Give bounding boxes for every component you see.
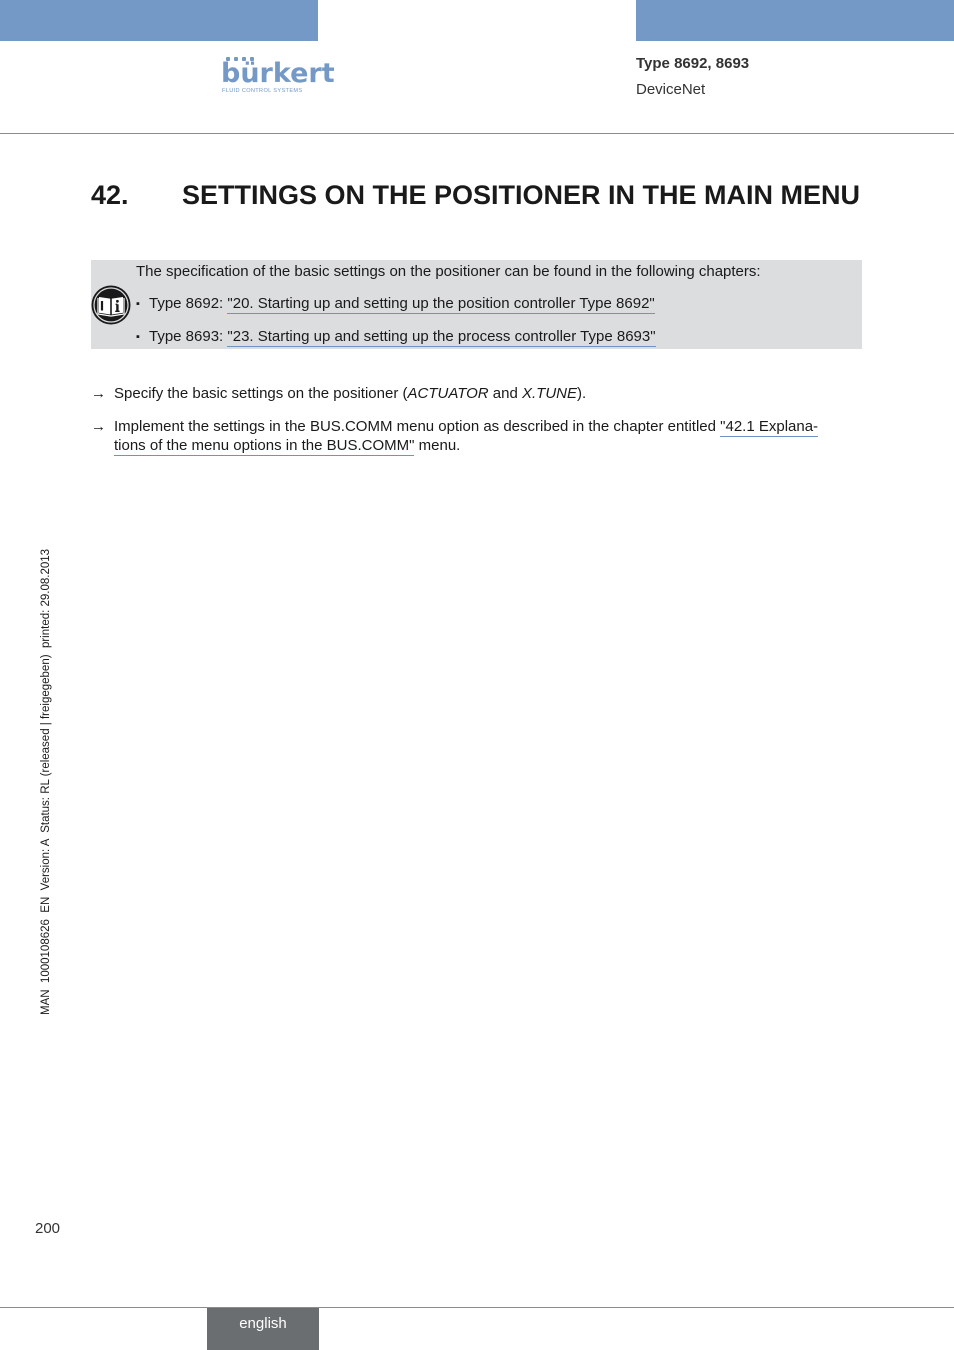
chapter-number: 42. <box>91 180 129 210</box>
header-band-left <box>0 0 318 41</box>
page-number: 200 <box>35 1220 61 1237</box>
step-text-part: ). <box>577 385 587 402</box>
header-type-label: Type 8692, 8693 <box>636 55 750 72</box>
menu-term-xtune: X.TUNE <box>522 385 578 402</box>
link-chapter-23[interactable]: "23. Starting up and setting up the process controller Type 8693" <box>227 328 656 345</box>
step-text-part: and <box>488 385 522 402</box>
bullet-marker: ▪ <box>136 331 140 343</box>
book-info-icon <box>91 285 131 325</box>
step-text-part: Implement the settings in the BUS.COMM menu option as described in the chapter entitled <box>114 418 721 435</box>
logo-wordmark: bürkert <box>221 58 335 89</box>
step-text <box>91 384 861 403</box>
arrow-icon: → <box>91 418 106 435</box>
note-item-prefix: Type 8693: <box>149 328 228 345</box>
link-chapter-42-1-cont[interactable]: tions of the menu options in the BUS.COMM" <box>114 437 415 454</box>
instruction-step <box>91 417 861 455</box>
link-chapter-20[interactable]: "20. Starting up and setting up the position controller Type 8692" <box>227 295 655 312</box>
instruction-step <box>91 384 861 403</box>
header-subtitle: DeviceNet <box>636 81 706 98</box>
note-intro-text: The specification of the basic settings on the positioner can be found in the following chapters: <box>136 263 761 280</box>
step-text-part: Specify the basic settings on the positioner ( <box>114 385 408 402</box>
chapter-title: SETTINGS ON THE POSITIONER IN THE MAIN MENU <box>182 180 861 210</box>
link-chapter-42-1[interactable]: "42.1 Explana- <box>720 418 819 435</box>
step-text-part: menu. <box>414 437 461 454</box>
document-side-note: MAN 1000108626 EN Version: A Status: RL (released | freigegeben) printed: 29.08.2013 <box>40 548 52 1015</box>
footer-divider <box>0 1307 954 1308</box>
note-list-item <box>136 328 656 346</box>
step-text <box>91 417 861 436</box>
header-divider <box>0 133 954 134</box>
info-note-box <box>91 260 862 349</box>
note-item-prefix: Type 8692: <box>149 295 228 312</box>
bullet-marker: ▪ <box>136 298 140 310</box>
header-band-right <box>636 0 954 41</box>
menu-term-actuator: ACTUATOR <box>407 385 489 402</box>
note-list-item <box>136 295 655 313</box>
step-text-line2 <box>91 436 861 455</box>
language-tab: english <box>207 1308 319 1350</box>
logo-tagline: FLUID CONTROL SYSTEMS <box>222 88 303 94</box>
arrow-icon: → <box>91 385 106 402</box>
